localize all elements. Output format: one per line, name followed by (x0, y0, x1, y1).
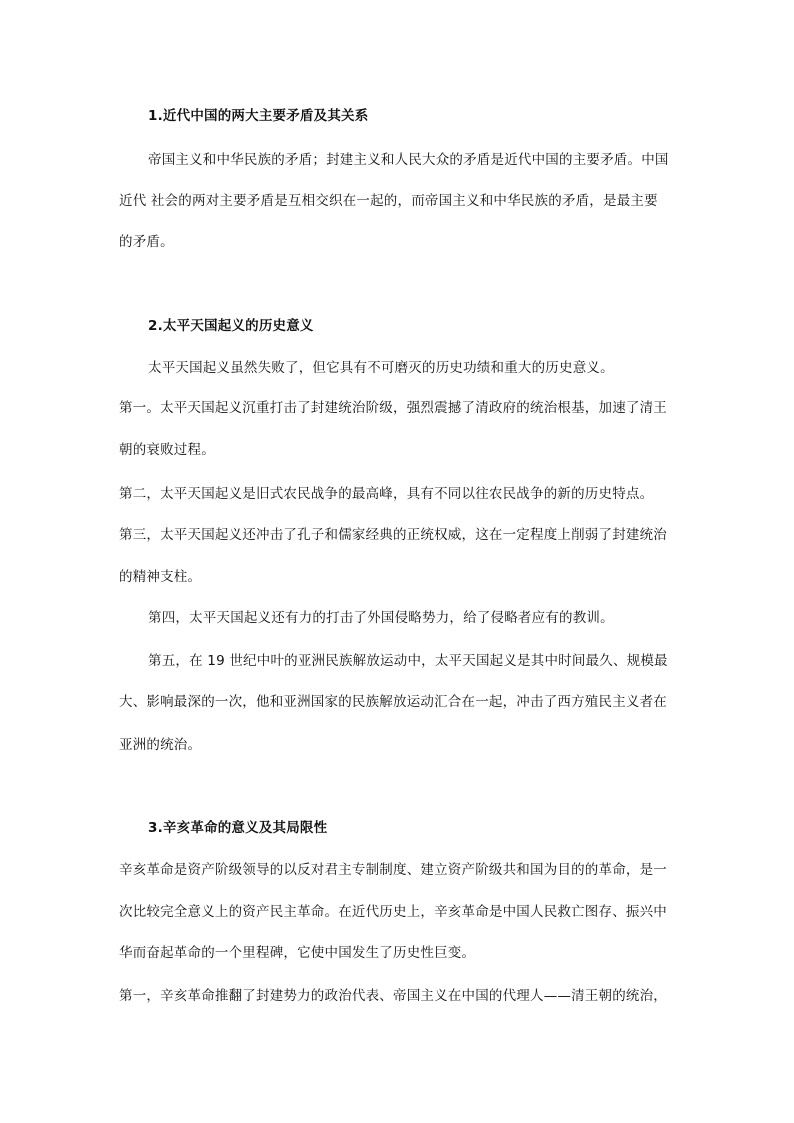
section-2-heading: 2.太平天国起义的历史意义 (148, 318, 314, 334)
section-2-line-3: 朝的衰败过程。 (119, 442, 215, 458)
section-3-line-4: 第一，辛亥革命推翻了封建势力的政治代表、帝国主义在中国的代理人——清王朝的统治， (119, 988, 667, 1004)
section-1-line-3: 的矛盾。 (119, 234, 174, 250)
section-2-line-10: 亚洲的统治。 (119, 737, 202, 753)
section-2-line-6: 的精神支柱。 (119, 569, 202, 585)
section-2-line-2: 第一。太平天国起义沉重打击了封建统治阶级，强烈震撼了清政府的统治根基，加速了清王 (119, 400, 667, 416)
section-2-line-7: 第四，太平天国起义还有力的打击了外国侵略势力，给了侵略者应有的教训。 (148, 610, 614, 626)
section-1-heading: 1.近代中国的两大主要矛盾及其关系 (148, 108, 369, 124)
section-3-line-2: 次比较完全意义上的资产民主革命。在近代历史上，辛亥革命是中国人民救亡图存、振兴中 (119, 904, 667, 920)
section-2-line-5: 第三，太平天国起义还冲击了孔子和儒家经典的正统权威，这在一定程度上削弱了封建统治 (119, 527, 667, 543)
section-3-heading: 3.辛亥革命的意义及其局限性 (148, 820, 328, 836)
section-2-line-9: 大、影响最深的一次，他和亚洲国家的民族解放运动汇合在一起，冲击了西方殖民主义者在 (119, 694, 667, 710)
section-3-line-3: 华而奋起革命的一个里程碑，它使中国发生了历史性巨变。 (119, 945, 476, 961)
section-2-line-4: 第二，太平天国起义是旧式农民战争的最高峰，具有不同以往农民战争的新的历史特点。 (119, 486, 654, 502)
section-1-line-2: 近代 社会的两对主要矛盾是互相交织在一起的，而帝国主义和中华民族的矛盾，是最主要 (119, 193, 658, 209)
section-1-line-1: 帝国主义和中华民族的矛盾；封建主义和人民大众的矛盾是近代中国的主要矛盾。中国 (148, 152, 669, 168)
section-2-line-8: 第五，在 19 世纪中叶的亚洲民族解放运动中，太平天国起义是其中时间最久、规模最 (148, 653, 668, 669)
section-2-line-1: 太平天国起义虽然失败了，但它具有不可磨灭的历史功绩和重大的历史意义。 (148, 360, 614, 376)
section-3-line-1: 辛亥革命是资产阶级领导的以反对君主专制制度、建立资产阶级共和国为目的的革命，是一 (119, 862, 667, 878)
